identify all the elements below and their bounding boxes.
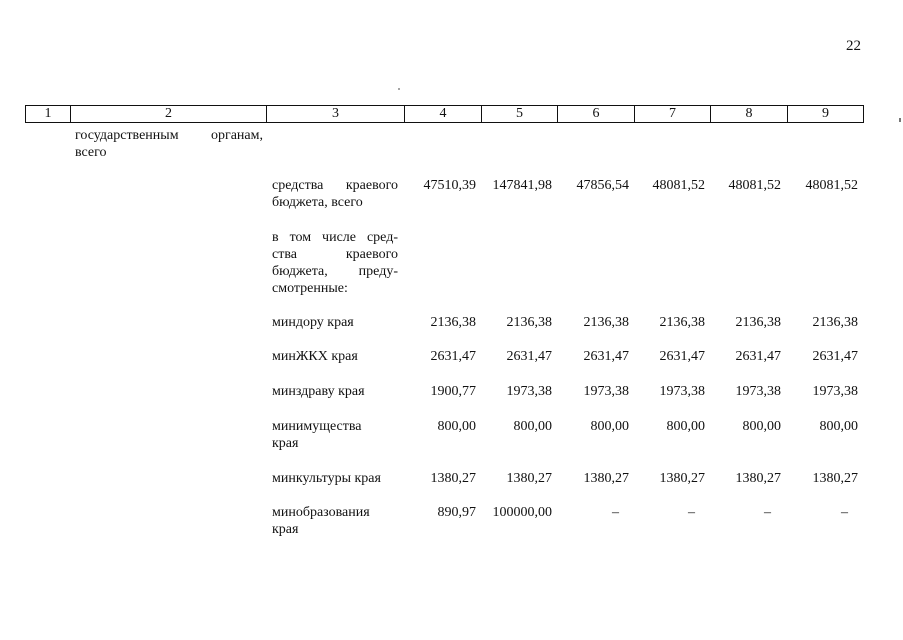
value-cell: 1380,27	[659, 471, 705, 486]
text-line: всего	[75, 145, 107, 160]
value-cell: 1900,77	[430, 384, 476, 399]
value-cell: 800,00	[437, 419, 476, 434]
value-cell: 890,97	[437, 505, 476, 520]
text-line: минздраву края	[272, 384, 365, 399]
value-cell: 1380,27	[812, 471, 858, 486]
text-line: в том числе сред-	[272, 230, 398, 245]
value-cell: 2136,38	[659, 315, 705, 330]
column-number-row	[25, 105, 864, 123]
value-cell: 2136,38	[735, 315, 781, 330]
value-cell: 1973,38	[506, 384, 552, 399]
text-line: миндору края	[272, 315, 354, 330]
value-cell: 2631,47	[812, 349, 858, 364]
value-cell: 2631,47	[583, 349, 629, 364]
value-cell: 1380,27	[506, 471, 552, 486]
value-cell: 2136,38	[812, 315, 858, 330]
row-label	[272, 470, 398, 487]
value-cell: 1973,38	[583, 384, 629, 399]
row-label	[272, 504, 398, 538]
value-cell: 800,00	[742, 419, 781, 434]
value-cell: 800,00	[513, 419, 552, 434]
scan-edge-mark	[899, 118, 901, 122]
row-label	[272, 383, 398, 400]
value-cell: 2631,47	[735, 349, 781, 364]
value-cell: –	[688, 505, 695, 520]
column-header: 9	[788, 106, 864, 123]
value-cell: –	[841, 505, 848, 520]
column-header: 2	[71, 106, 267, 123]
text-line: края	[272, 522, 299, 537]
value-cell: 48081,52	[728, 178, 781, 193]
column-header: 7	[635, 106, 711, 123]
row-label	[272, 177, 398, 211]
row-label	[272, 418, 398, 452]
value-cell: 1973,38	[735, 384, 781, 399]
row-label	[272, 348, 398, 365]
text-line: бюджета, преду-	[272, 264, 398, 279]
value-cell: 47510,39	[423, 178, 476, 193]
page-number: 22	[846, 38, 861, 54]
column-header: 6	[558, 106, 635, 123]
row-label	[272, 314, 398, 331]
row-label	[272, 229, 398, 297]
column-header: 1	[26, 106, 71, 123]
text-line: минимущества	[272, 419, 362, 434]
value-cell: 1380,27	[735, 471, 781, 486]
value-cell: 47856,54	[576, 178, 629, 193]
value-cell: 1380,27	[583, 471, 629, 486]
text-line: бюджета, всего	[272, 195, 363, 210]
value-cell: 2631,47	[430, 349, 476, 364]
value-cell: 147841,98	[492, 178, 552, 193]
value-cell: 1380,27	[430, 471, 476, 486]
column-header: 8	[711, 106, 788, 123]
column2-continuation	[75, 127, 263, 161]
value-cell: 100000,00	[492, 505, 552, 520]
value-cell: –	[612, 505, 619, 520]
value-cell: 2136,38	[583, 315, 629, 330]
value-cell: 2136,38	[430, 315, 476, 330]
value-cell: 1973,38	[812, 384, 858, 399]
column-header: 5	[482, 106, 558, 123]
column-header: 3	[267, 106, 405, 123]
text-line: ства краевого	[272, 247, 398, 262]
value-cell: 2631,47	[659, 349, 705, 364]
value-cell: 48081,52	[652, 178, 705, 193]
text-line: края	[272, 436, 299, 451]
value-cell: –	[764, 505, 771, 520]
value-cell: 2631,47	[506, 349, 552, 364]
text-line: минЖКХ края	[272, 349, 358, 364]
text-line: государственным органам,	[75, 128, 263, 143]
value-cell: 800,00	[590, 419, 629, 434]
text-line: минкультуры края	[272, 471, 381, 486]
value-cell: 48081,52	[805, 178, 858, 193]
text-line: минобразования	[272, 505, 370, 520]
value-cell: 1973,38	[659, 384, 705, 399]
value-cell: 800,00	[819, 419, 858, 434]
text-line: средства краевого	[272, 178, 398, 193]
value-cell: 2136,38	[506, 315, 552, 330]
column-header: 4	[405, 106, 482, 123]
scan-speck	[398, 88, 400, 90]
text-line: смотренные:	[272, 281, 348, 296]
value-cell: 800,00	[666, 419, 705, 434]
